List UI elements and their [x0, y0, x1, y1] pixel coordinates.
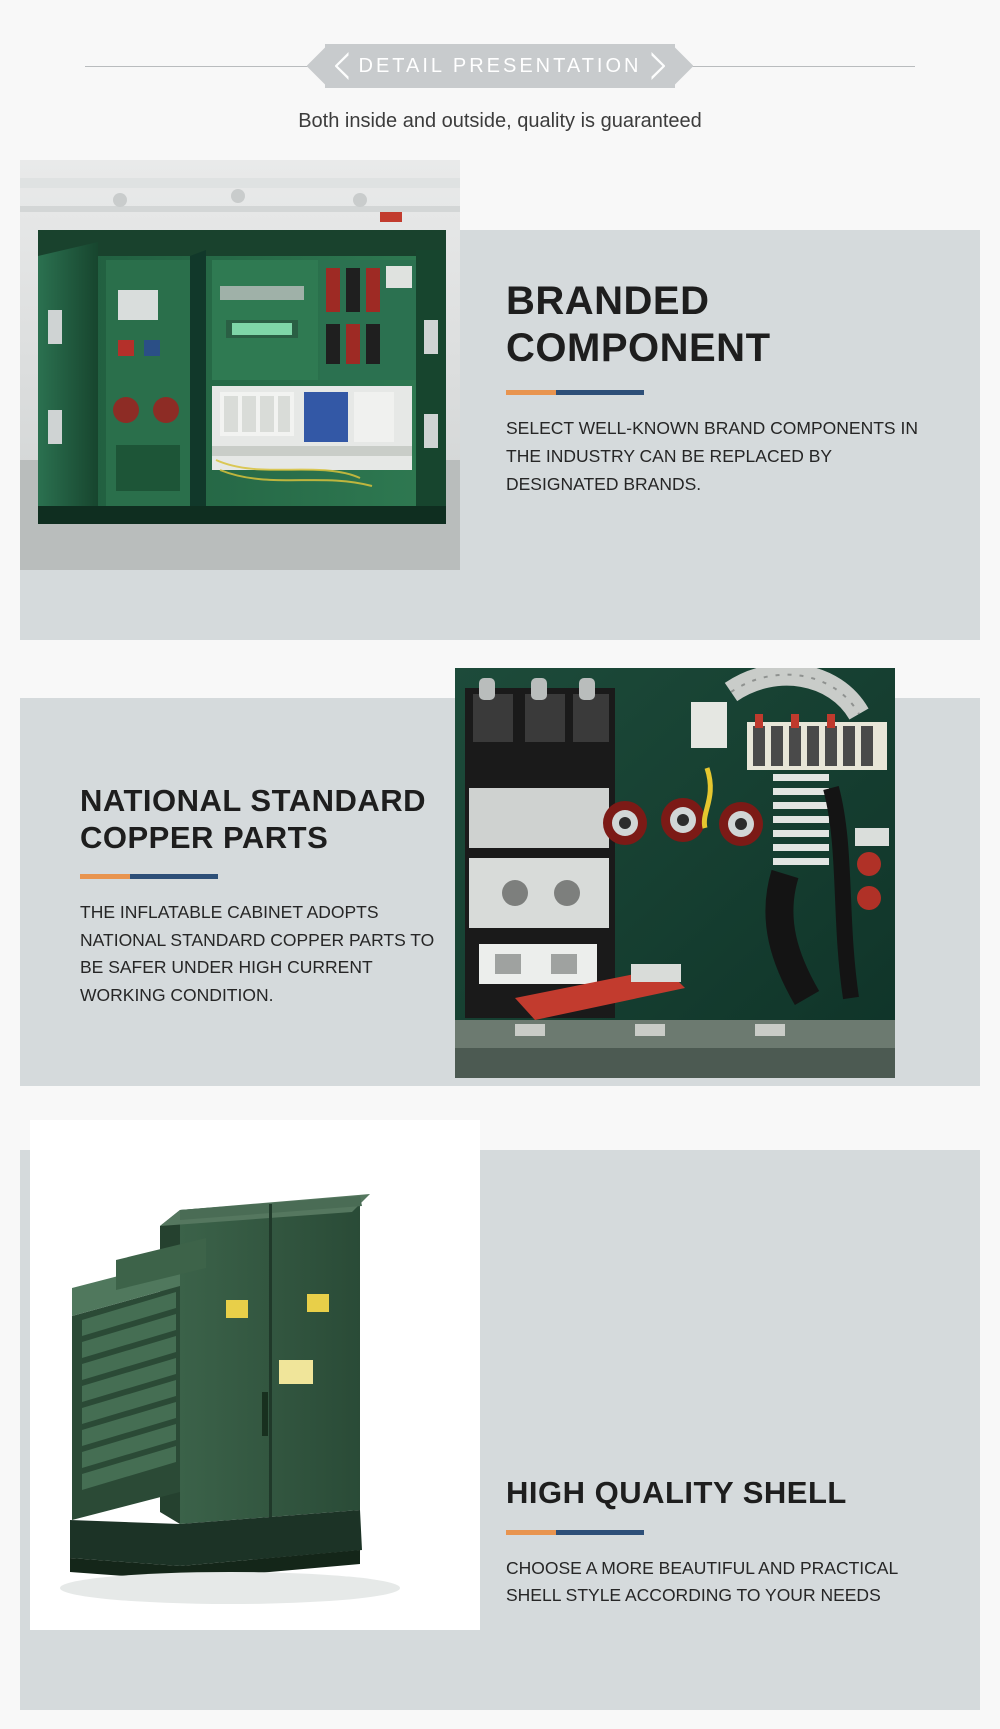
banner-rule-left	[85, 66, 325, 67]
page-header	[0, 0, 1000, 150]
section-2-text	[80, 783, 450, 1010]
banner-title-row	[0, 44, 1000, 88]
section-3-headline-line1: HIGH QUALITY SHELL	[506, 1475, 847, 1510]
section-high-quality-shell	[0, 1120, 1000, 1729]
section-2-body: THE INFLATABLE CABINET ADOPTS NATIONAL STANDARD COPPER PARTS TO BE SAFER UNDER HIGH CURRENT WORKING CONDITION.	[80, 902, 435, 1006]
banner-title-plate	[325, 44, 676, 88]
section-2-photo	[455, 668, 895, 1078]
section-3-text	[506, 1475, 926, 1610]
section-3-headline	[506, 1475, 926, 1512]
section-1-photo	[20, 160, 460, 570]
divider-blue-segment	[130, 874, 218, 879]
section-2-divider	[80, 874, 218, 879]
section-2-headline-line2: COPPER PARTS	[80, 819, 329, 855]
section-1-headline-line2: COMPONENT	[506, 326, 771, 371]
banner-rule-right	[675, 66, 915, 67]
chevron-left-icon	[335, 52, 349, 80]
section-2-headline-line1: NATIONAL STANDARD	[80, 783, 427, 818]
section-3-body: CHOOSE A MORE BEAUTIFUL AND PRACTICAL SHELL STYLE ACCORDING TO YOUR NEEDS	[506, 1557, 898, 1606]
section-2-headline	[80, 783, 450, 856]
section-1-text	[506, 278, 926, 498]
section-1-body: SELECT WELL-KNOWN BRAND COMPONENTS IN THE INDUSTRY CAN BE REPLACED BY DESIGNATED BRANDS.	[506, 418, 918, 494]
section-1-headline-line1: BRANDED	[506, 279, 710, 323]
divider-blue-segment	[556, 1530, 644, 1535]
section-1-headline	[506, 278, 926, 372]
section-3-photo	[30, 1120, 480, 1630]
section-1-divider	[506, 390, 644, 395]
banner-title-text: DETAIL PRESENTATION	[358, 54, 642, 77]
chevron-right-icon	[651, 52, 665, 80]
divider-blue-segment	[556, 390, 644, 395]
section-national-standard-copper-parts	[0, 668, 1000, 1098]
section-3-divider	[506, 1530, 644, 1535]
section-branded-component	[0, 160, 1000, 640]
page-subtitle: Both inside and outside, quality is guaranteed	[298, 110, 702, 132]
